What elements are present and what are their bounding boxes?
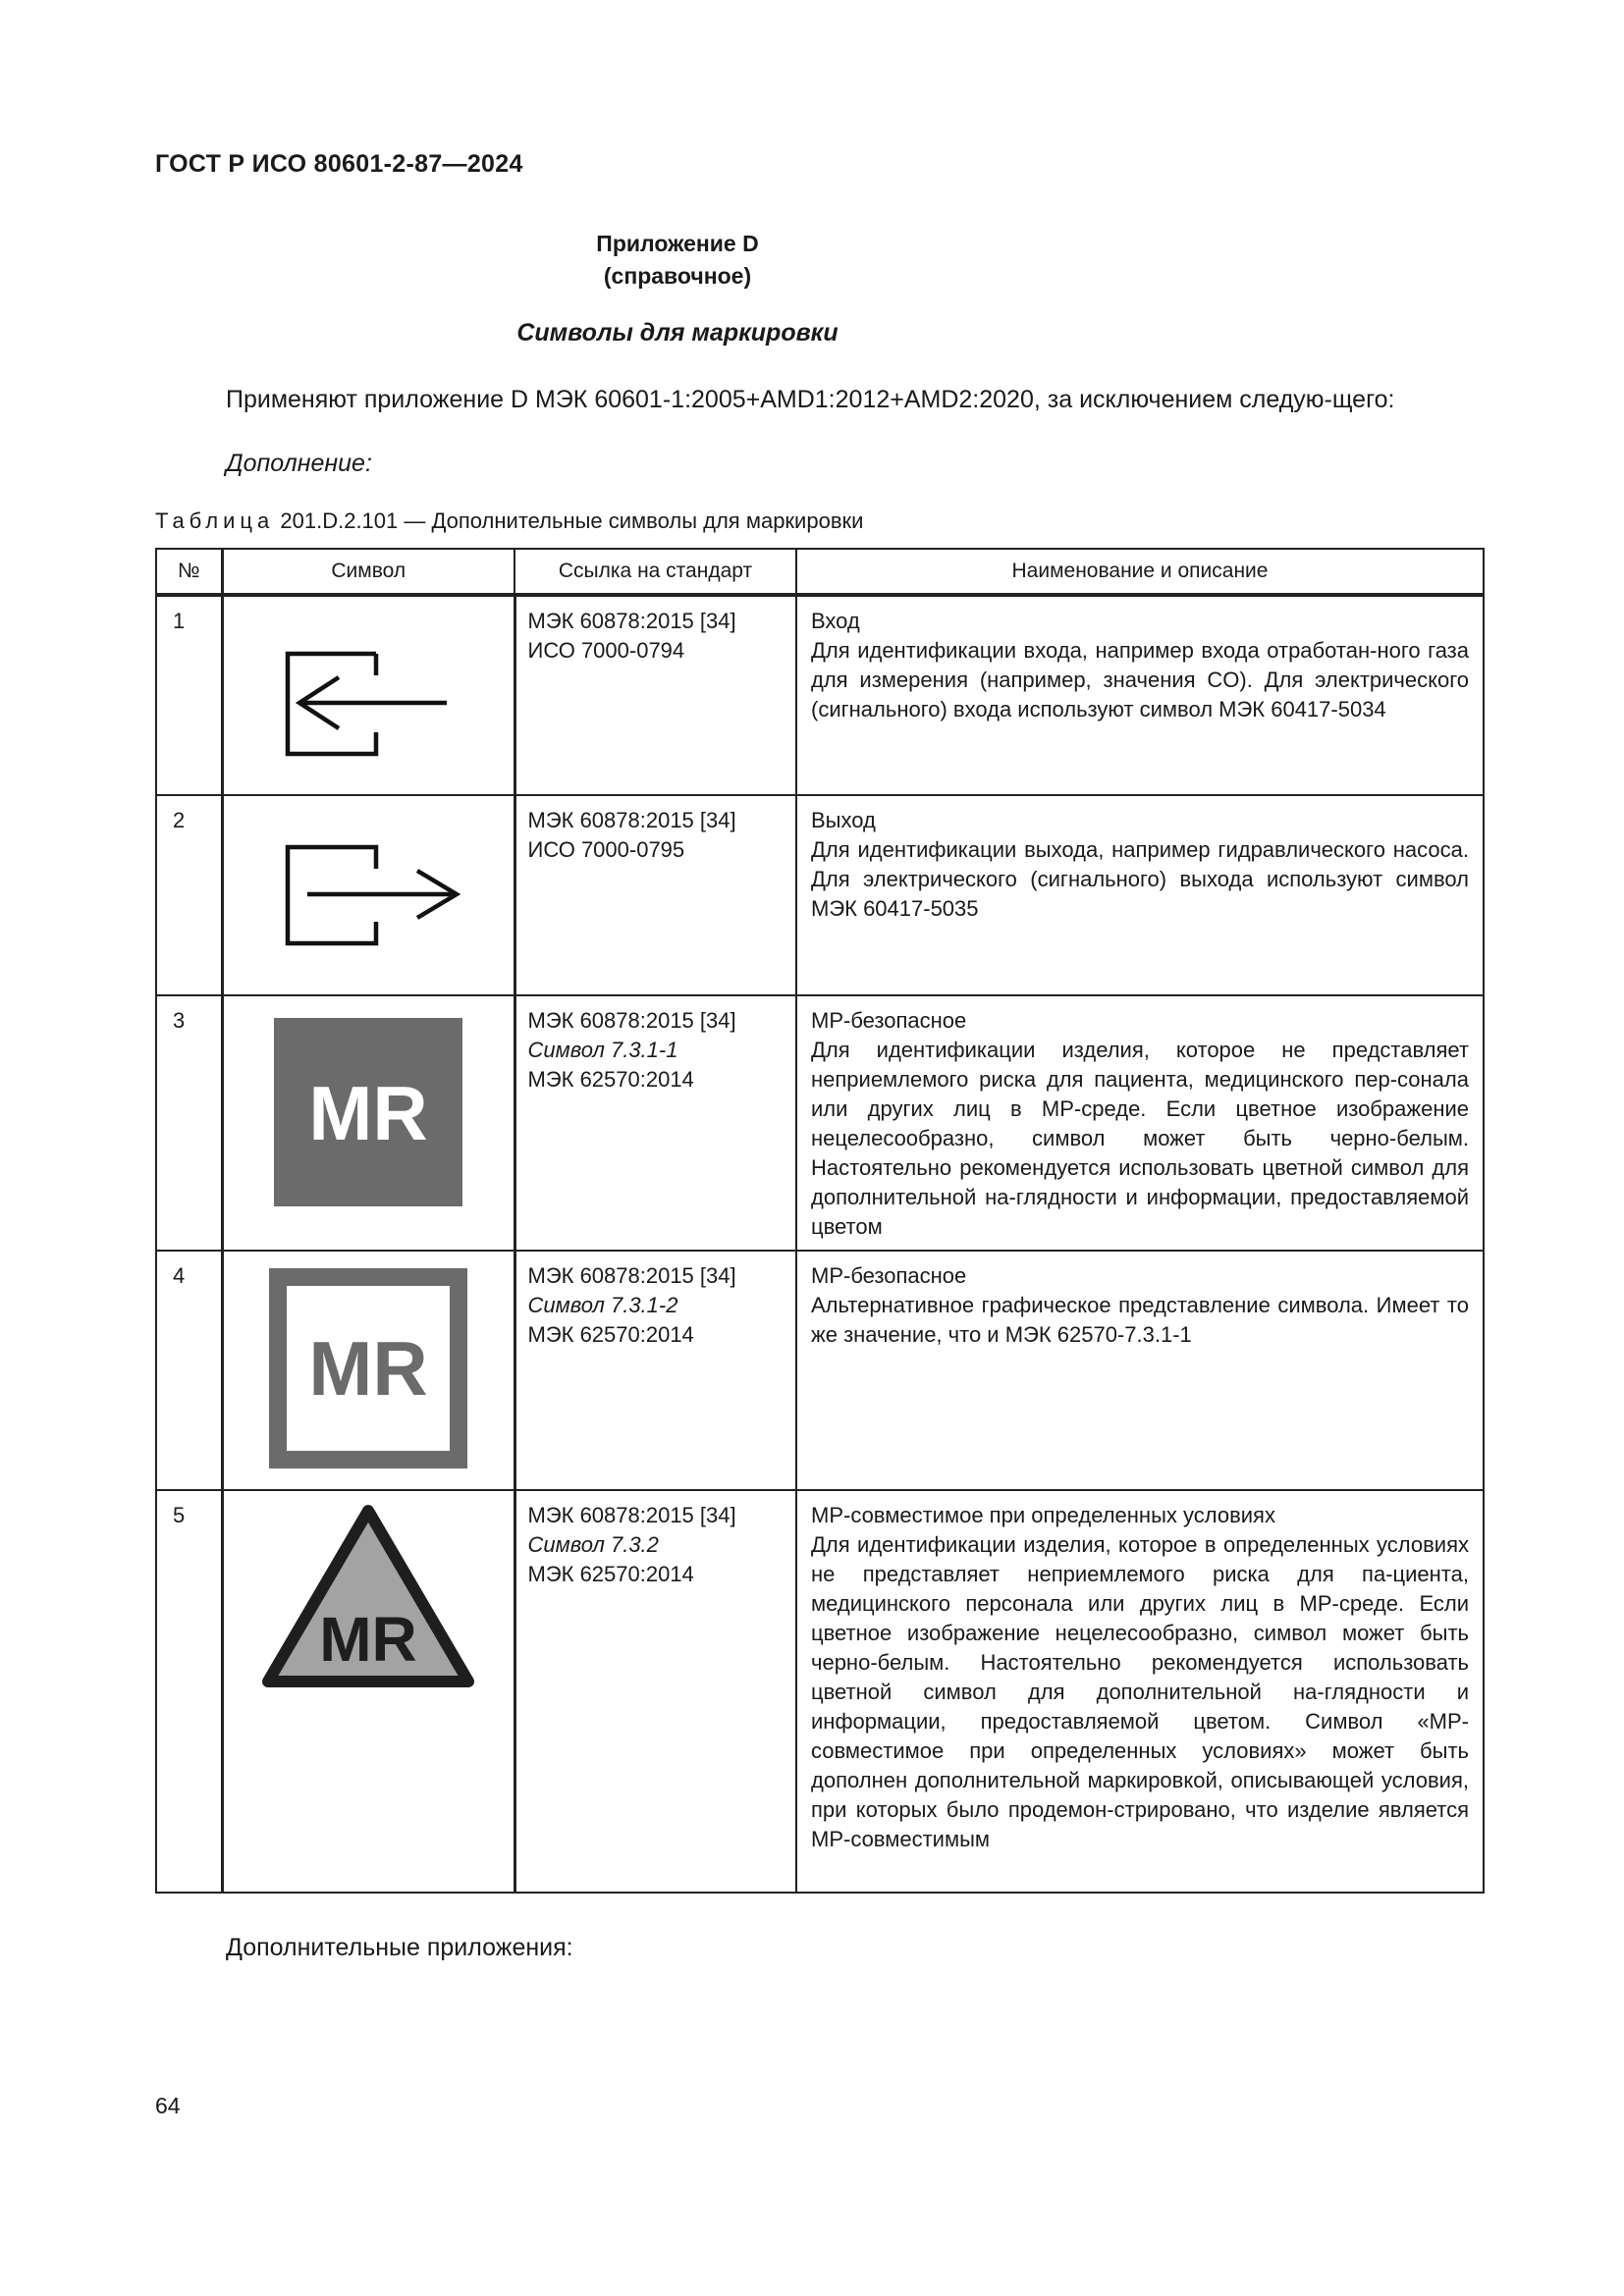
description-text: Для идентификации изделия, которое в определенных условиях не представляет неприемлемого риска для па-циента, медицинского персонала или других лиц в МР-среде. Если цветное изображение нецелесообразно, символ может быть черно-белым. Настоятельно рекомендуется использовать цветной символ для дополнительной на-глядности и информации, предоставляемой цветом. Символ «МР-совместимое при определенных условиях» может быть дополнен дополнительной маркировкой, описывающей условия, при которых было продемон-стрировано, что изделие является МР-совместимым [811,1532,1469,1851]
description-text: Для идентификации изделия, которое не представляет неприемлемого риска для пациента, медицинского пер-сонала или других лиц в МР-среде. Если цветное изображение нецелесообразно, символ может быть черно-белым. Настоятельно рекомендуется использовать цветной символ для дополнительной на-глядности и информации, предоставляемой цветом [811,1038,1469,1239]
mr-safe-filled-icon [270,1014,466,1210]
row-number: 1 [156,595,222,795]
reference-line: ИСО 7000-0795 [527,837,685,862]
row-number: 2 [156,795,222,995]
additional-annexes-label: Дополнительные приложения: [226,1934,573,1961]
table-row [156,795,1484,995]
annex-heading [0,228,1355,293]
description-cell [796,595,1484,795]
table-caption-prefix: Таблица [155,508,275,533]
mr-conditional-triangle-icon [258,1499,478,1695]
mr-label: MR [319,1604,417,1675]
description-text: Для идентификации выхода, например гидравлического насоса. Для электрического (сигнального) выхода используют символ МЭК 60417-5035 [811,837,1469,921]
description-title: МР-безопасное [811,1008,967,1033]
mr-label: MR [308,1325,428,1412]
table-caption-text: — Дополнительные символы для маркировки [404,508,864,533]
reference-line: МЭК 62570:2014 [527,1322,694,1347]
input-arrow-icon [260,634,476,772]
table-header-row [156,549,1484,595]
description-title: МР-совместимое при определенных условиях [811,1503,1275,1527]
reference-cell [514,1490,796,1893]
description-cell [796,1490,1484,1893]
description-title: Выход [811,808,876,832]
table-row [156,995,1484,1251]
column-header-description: Наименование и описание [796,549,1484,595]
page-number: 64 [155,2093,181,2118]
symbol-cell [222,795,514,995]
symbol-cell [222,1490,514,1893]
reference-cell [514,795,796,995]
output-arrow-icon [260,837,476,955]
reference-line: МЭК 60878:2015 [34] [527,808,736,832]
annex-title: Приложение D [596,231,759,256]
document-code: ГОСТ Р ИСО 80601-2-87—2024 [155,150,523,178]
symbols-table [155,548,1485,1894]
row-number: 5 [156,1490,222,1893]
table-row [156,1251,1484,1490]
reference-cell [514,995,796,1251]
mr-label: MR [308,1070,428,1156]
reference-cell [514,1251,796,1490]
table-caption-number: 201.D.2.101 [280,508,399,533]
section-title: Символы для маркировки [516,319,839,347]
reference-line: Символ 7.3.1-2 [527,1293,678,1317]
column-header-reference: Ссылка на стандарт [514,549,796,595]
symbol-cell [222,1251,514,1490]
reference-line: МЭК 62570:2014 [527,1067,694,1092]
reference-line: МЭК 60878:2015 [34] [527,609,736,633]
description-cell [796,1251,1484,1490]
reference-line: МЭК 60878:2015 [34] [527,1263,736,1288]
description-text: Альтернативное графическое представление символа. Имеет то же значение, что и МЭК 62570-7.3.1-1 [811,1293,1469,1347]
mr-safe-outline-icon [268,1267,468,1469]
description-cell [796,795,1484,995]
reference-line: Символ 7.3.1-1 [527,1038,678,1062]
description-text: Для идентификации входа, например входа отработан-ного газа для измерения (например, значения CO). Для электрического (сигнального) входа используют символ МЭК 60417-5034 [811,638,1469,721]
table-row [156,595,1484,795]
annex-subtitle: (справочное) [603,263,752,289]
table-caption [155,508,863,534]
reference-line: ИСО 7000-0794 [527,638,685,663]
symbol-cell [222,995,514,1251]
reference-line: МЭК 62570:2014 [527,1562,694,1586]
reference-line: МЭК 60878:2015 [34] [527,1008,736,1033]
intro-paragraph: Применяют приложение D МЭК 60601-1:2005+AMD1:2012+AMD2:2020, за исключением следую-щего: [226,386,1395,413]
column-header-number: № [156,549,222,595]
row-number: 4 [156,1251,222,1490]
addition-label: Дополнение: [226,450,372,477]
column-header-symbol: Символ [222,549,514,595]
table-row [156,1490,1484,1893]
description-title: МР-безопасное [811,1263,967,1288]
description-title: Вход [811,609,860,633]
reference-line: Символ 7.3.2 [527,1532,659,1557]
reference-line: МЭК 60878:2015 [34] [527,1503,736,1527]
reference-cell [514,595,796,795]
description-cell [796,995,1484,1251]
symbol-cell [222,595,514,795]
row-number: 3 [156,995,222,1251]
